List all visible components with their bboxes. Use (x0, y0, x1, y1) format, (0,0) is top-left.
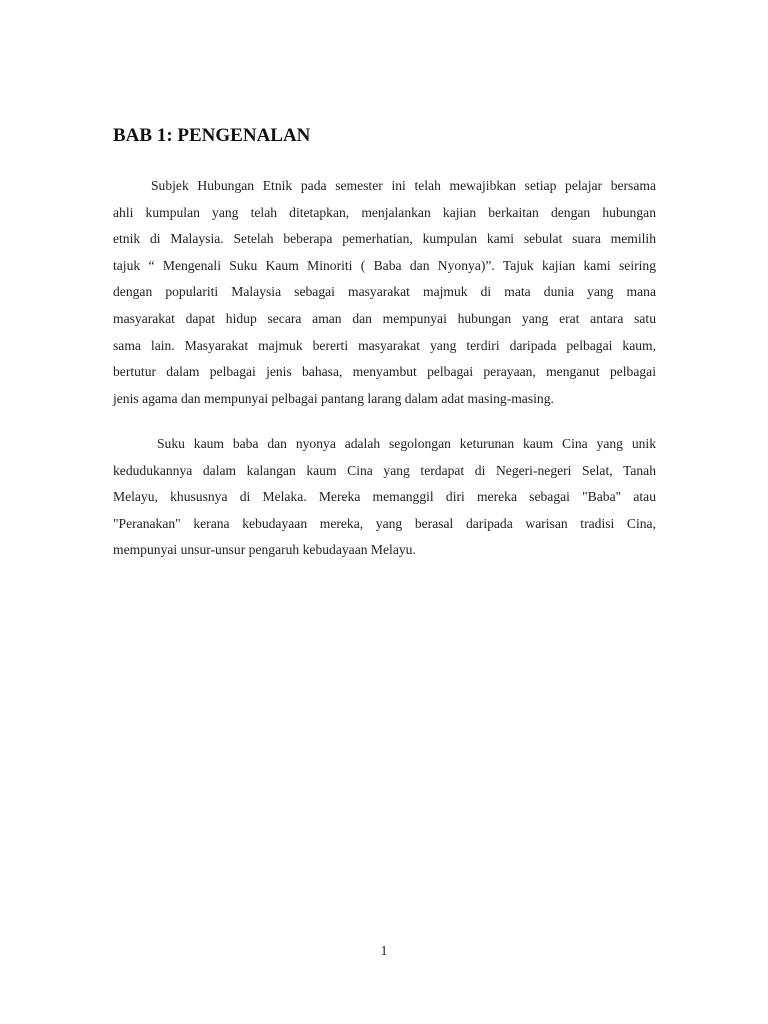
chapter-heading: BAB 1: PENGENALAN (113, 125, 311, 146)
paragraph-line: sama lain. Masyarakat majmuk bererti masyarakat yang terdiri daripada pelbagai kaum, (113, 337, 656, 353)
paragraph-line: jenis agama dan mempunyai pelbagai pantang larang dalam adat masing-masing. (113, 390, 554, 406)
paragraph-line: Subjek Hubungan Etnik pada semester ini telah mewajibkan setiap pelajar bersama (151, 178, 656, 193)
paragraph-line: etnik di Malaysia. Setelah beberapa pemerhatian, kumpulan kami sebulat suara memilih (113, 231, 656, 247)
paragraph-line: dengan populariti Malaysia sebagai masyarakat majmuk di mata dunia yang mana (113, 284, 656, 300)
paragraph-baba-nyonya (113, 431, 656, 564)
paragraph-line: Suku kaum baba dan nyonya adalah segolongan keturunan kaum Cina yang unik (157, 436, 656, 451)
paragraph-introduction (113, 173, 656, 412)
page-number: 1 (380, 944, 388, 959)
paragraph-line: kedudukannya dalam kalangan kaum Cina yang terdapat di Negeri-negeri Selat, Tanah (113, 462, 656, 478)
paragraph-line: tajuk “ Mengenali Suku Kaum Minoriti ( Baba dan Nyonya)”. Tajuk kajian kami seiring (113, 257, 656, 273)
paragraph-line: mempunyai unsur-unsur pengaruh kebudayaan Melayu. (113, 542, 416, 558)
paragraph-line: ahli kumpulan yang telah ditetapkan, menjalankan kajian berkaitan dengan hubungan (113, 204, 656, 220)
paragraph-line: Melayu, khususnya di Melaka. Mereka memanggil diri mereka sebagai "Baba" atau (113, 489, 656, 505)
paragraph-line: "Peranakan" kerana kebudayaan mereka, yang berasal daripada warisan tradisi Cina, (113, 515, 656, 531)
paragraph-line: bertutur dalam pelbagai jenis bahasa, menyambut pelbagai perayaan, menganut pelbagai (113, 364, 656, 380)
paragraph-line: masyarakat dapat hidup secara aman dan mempunyai hubungan yang erat antara satu (113, 310, 656, 326)
